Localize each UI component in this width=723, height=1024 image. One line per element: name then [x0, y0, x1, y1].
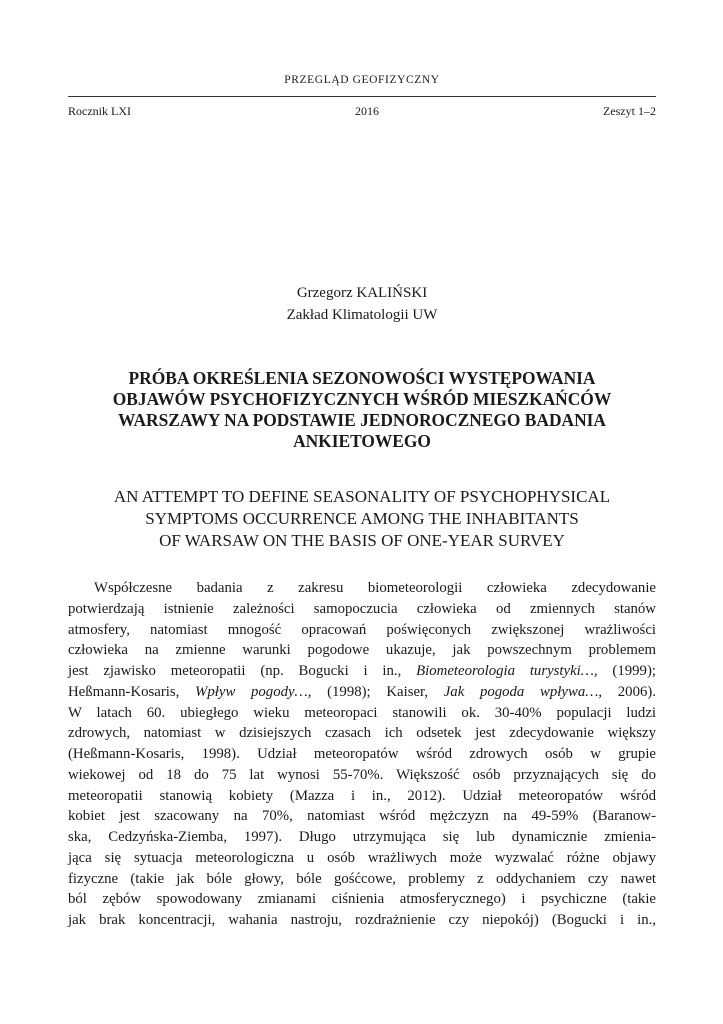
journal-title: PRZEGLĄD GEOFIZYCZNY: [284, 74, 440, 86]
issue-label: Zeszyt 1–2: [602, 104, 656, 118]
title-en-line: OF WARSAW ON THE BASIS OF ONE-YEAR SURVEY: [159, 531, 565, 550]
title-pl-line: PRÓBA OKREŚLENIA SEZONOWOŚCI WYSTĘPOWANIA: [128, 368, 596, 388]
header-rule: [68, 96, 656, 97]
cited-title: Jak pogoda wpływa…: [443, 683, 599, 700]
body-line: W latach 60. ubiegłego wieku meteoropaci stanowili ok. 30-40% populacji ludzi: [68, 704, 656, 721]
body-text: jest zjawisko meteoropatii (np. Bogucki i in.,: [68, 663, 417, 679]
title-polish: [68, 368, 656, 452]
title-en-line: SYMPTOMS OCCURRENCE AMONG THE INHABITANTS: [145, 509, 579, 528]
body-line: atmosfery, natomiast mnogość opracowań poświęconych zwiększonej wrażliwości: [68, 621, 656, 638]
body-line: wiekowej od 18 do 75 lat wynosi 55-70%. Większość osób przyznających się do: [68, 766, 656, 783]
year-label: 2016: [354, 104, 379, 118]
author-affiliation: Zakład Klimatologii UW: [286, 307, 438, 323]
cited-title: Wpływ pogody…: [195, 683, 308, 700]
body-text: , (1999);: [593, 663, 656, 679]
body-text: Heßmann-Kosaris,: [68, 683, 196, 700]
title-pl-line: WARSZAWY NA PODSTAWIE JEDNOROCZNEGO BADANIA: [118, 410, 606, 430]
body-line: kobiet jest szacowany na 70%, natomiast wśród mężczyzn na 49-59% (Baranow-: [68, 808, 656, 825]
title-pl-line: OBJAWÓW PSYCHOFIZYCZNYCH WŚRÓD MIESZKAŃCÓW: [112, 389, 612, 409]
body-paragraph: [68, 578, 656, 931]
body-line: Współczesne badania z zakresu biometeorologii człowieka zdecydowanie: [94, 580, 656, 596]
body-line: ból zębów spowodowany zmianami ciśnienia atmosferycznego) i psychiczne (takie: [68, 891, 656, 908]
body-line: [68, 682, 656, 703]
issue-meta: [68, 104, 656, 119]
body-line: zdrowych, natomiast w dzisiejszych czasach ich odsetek jest zdecydowanie większy: [68, 725, 656, 742]
body-line: ska, Cedzyńska-Ziemba, 1997). Długo utrzymująca się lub dynamicznie zmienia-: [68, 829, 656, 845]
body-line: jąca się sytuacja meteorologiczna u osób wrażliwych może wyzwalać różne objawy: [68, 849, 656, 866]
body-line: meteoropatii stanowią kobiety (Mazza i in., 2012). Udział meteoropatów wśród: [68, 787, 656, 804]
title-en-line: AN ATTEMPT TO DEFINE SEASONALITY OF PSYCHOPHYSICAL: [113, 487, 611, 506]
body-line: człowieka na zmienne warunki pogodowe ukazuje, jak powszechnym problemem: [68, 642, 656, 659]
volume-label: Rocznik LXI: [68, 104, 131, 118]
cited-title: Biometeorologia turystyki…: [416, 663, 594, 679]
body-text: , (1998); Kaiser,: [307, 683, 444, 700]
body-line: [68, 661, 656, 682]
body-line: jak brak koncentracji, wahania nastroju, rozdrażnienie czy niepokój) (Bogucki i in.,: [68, 912, 656, 928]
author-name: Grzegorz KALIŃSKI: [296, 285, 428, 301]
title-english: [68, 486, 656, 552]
body-text: , 2006).: [598, 683, 656, 700]
body-line: fizyczne (takie jak bóle głowy, bóle gośćcowe, problemy z oddychaniem czy nawet: [68, 870, 656, 887]
author-block: [68, 282, 656, 326]
body-line: (Heßmann-Kosaris, 1998). Udział meteoropatów wśród zdrowych osób w grupie: [68, 746, 656, 762]
body-line: potwierdzają istnienie zależności samopoczucia człowieka od zmiennych stanów: [68, 600, 656, 617]
title-pl-line: ANKIETOWEGO: [293, 431, 431, 451]
